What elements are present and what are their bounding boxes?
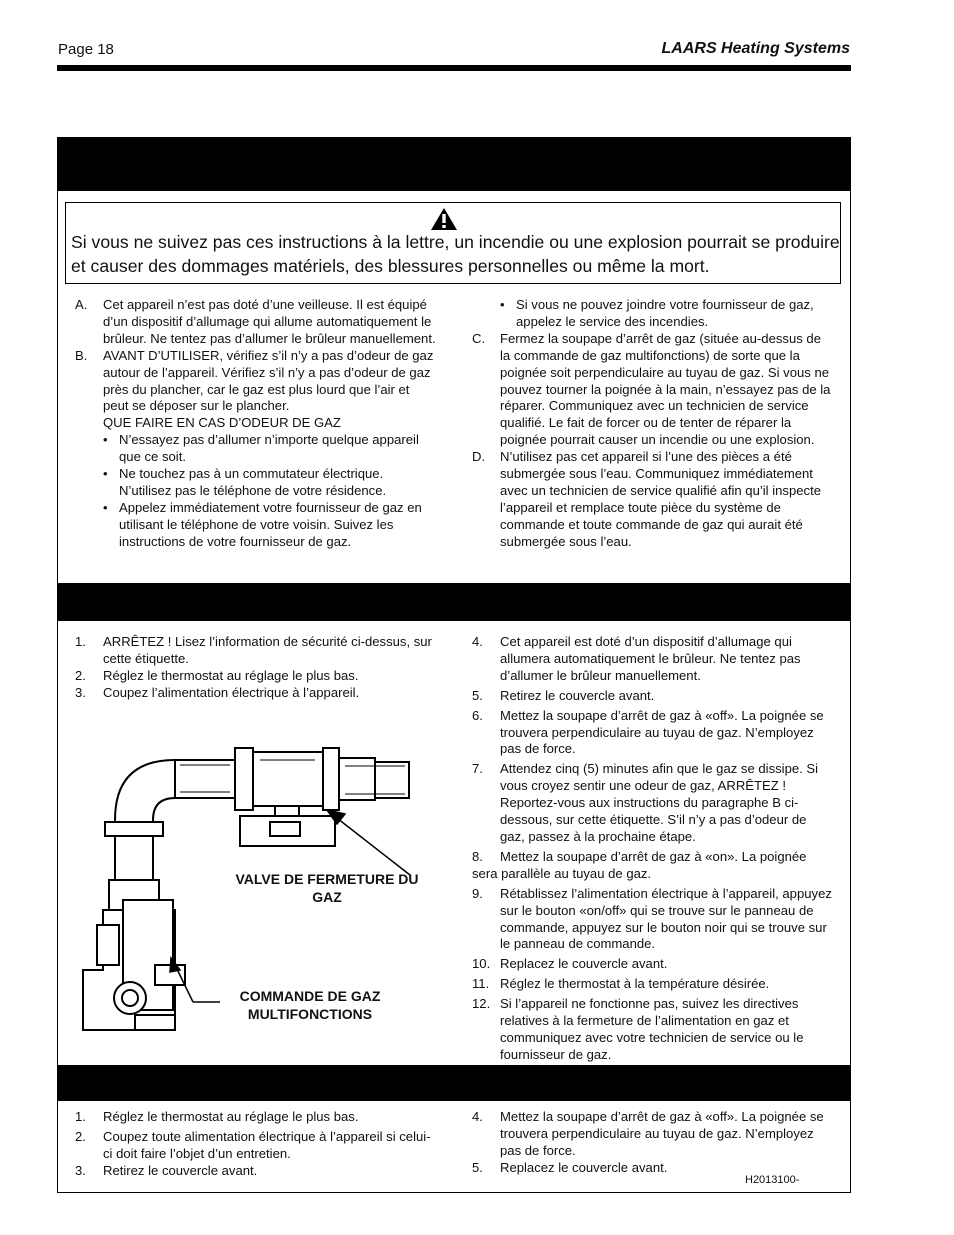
section-bar-shutdown xyxy=(57,1065,851,1101)
page-number: Page 18 xyxy=(58,41,114,58)
item-marker: 10. xyxy=(472,956,491,972)
item-marker: C. xyxy=(472,330,486,346)
item-text: Mettez la soupape d’arrêt de gaz à «off». La poignée se trouvera perpendiculaire au tuyau de gaz. N’employez pas de force. xyxy=(500,707,824,757)
list-item xyxy=(75,668,437,685)
item-marker: 11. xyxy=(472,976,490,992)
brand-title: LAARS Heating Systems xyxy=(661,40,850,57)
item-text: QUE FAIRE EN CAS D’ODEUR DE GAZ xyxy=(103,415,341,431)
figure-label-shutoff-valve: VALVE DE FERMETURE DU GAZ xyxy=(235,871,419,905)
item-marker: 3. xyxy=(75,1162,86,1178)
item-text: Retirez le couvercle avant. xyxy=(500,687,655,703)
list-item xyxy=(75,1109,437,1126)
item-marker: 5. xyxy=(472,687,483,703)
item-marker: 8. xyxy=(472,848,483,864)
item-marker: 5. xyxy=(472,1159,483,1175)
list-item xyxy=(472,996,834,1064)
safety-right-column xyxy=(472,297,834,551)
list-item xyxy=(472,1109,834,1160)
list-item xyxy=(75,466,437,500)
list-item xyxy=(75,634,437,668)
item-marker: 1. xyxy=(75,1109,86,1124)
item-marker: 2. xyxy=(75,1128,86,1144)
item-text: Réglez le thermostat au réglage le plus bas. xyxy=(103,1109,359,1124)
list-item xyxy=(472,449,834,550)
operating-right-column xyxy=(472,634,834,1067)
warning-box xyxy=(65,202,841,284)
item-marker: 4. xyxy=(472,1109,483,1124)
shutdown-left-column xyxy=(75,1109,437,1180)
item-marker: A. xyxy=(75,297,88,312)
item-text: Cet appareil n’est pas doté d’une veilleuse. Il est équipé d’un dispositif d’allumage qui allume automatiquement le brûleur. Ne tentez pas d’allumer le brûleur manuellement. xyxy=(103,297,436,346)
item-text: Réglez le thermostat au réglage le plus bas. xyxy=(103,667,359,683)
section-bar-safety xyxy=(57,137,851,191)
item-text: Replacez le couvercle avant. xyxy=(500,956,668,972)
list-item xyxy=(472,956,834,973)
item-text: Rétablissez l’alimentation électrique à l’appareil, appuyez sur le bouton «on/off» qui se trouve sur le panneau de commande, appuyez sur le bouton noir qui se trouve sur le panneau de commande. xyxy=(500,885,832,952)
item-text: Si l’appareil ne fonctionne pas, suivez les directives relatives à la fermeture de l’alimentation en gaz et communiquez avec votre technicien de service ou le fournisseur de gaz. xyxy=(500,996,804,1062)
item-text: N’utilisez pas cet appareil si l’une des pièces a été submergée sous l’eau. Communiquez immédiatement avec un technicien de service qualifié afin qu’il inspecte l’appareil et remplace toute pièce du système de commande et toute commande de gaz qui aurait été submergée sous l’eau. xyxy=(500,449,821,549)
item-marker: B. xyxy=(75,347,88,363)
item-text: Si vous ne pouvez joindre votre fournisseur de gaz, appelez le service des incendies. xyxy=(516,297,814,329)
item-text: Ne touchez pas à un commutateur électrique. N’utilisez pas le téléphone de votre résidence. xyxy=(119,466,387,498)
list-item xyxy=(75,500,437,551)
list-item xyxy=(75,685,437,702)
item-text: Attendez cinq (5) minutes afin que le gaz se dissipe. Si vous croyez sentir une odeur de gaz, ARRÊTEZ ! Reportez-vous aux instructions du paragraphe B ci-dessous, sur cette étiquette. S’il n’y a pas d’odeur de gaz, passez à la prochaine étape. xyxy=(500,761,819,844)
list-item xyxy=(472,634,834,685)
item-text: Réglez le thermostat à la température désirée. xyxy=(500,976,770,992)
item-text: Fermez la soupape d’arrêt de gaz (située au-dessus de la commande de gaz multifonctions) de sorte que la poignée soit perpendiculaire au tuyau de gaz. Si vous ne pouvez tourner la poignée à la main, n’essayez pas de la réparer. Communiquez avec un technicien de service qualifié. Le fait de forcer ou de tenter de réparer la poignée pourrait causer un incendie ou une explosion. xyxy=(500,330,831,448)
document-code: H2013100- xyxy=(745,1174,800,1186)
item-text: Cet appareil est doté d’un dispositif d’allumage qui allumera automatiquement le brûleur. Ne tentez pas d’allumer le brûleur manuellement. xyxy=(500,634,801,683)
figure-label-gas-control: COMMANDE DE GAZ MULTIFONCTIONS xyxy=(239,988,381,1022)
warning-text: Si vous ne suivez pas ces instructions à la lettre, un incendie ou une explosion pourrait se produire et causer des dommages matériels, des blessures personnelles ou même la mort. xyxy=(71,232,840,276)
item-marker: 4. xyxy=(472,634,483,649)
item-text: Replacez le couvercle avant. xyxy=(500,1159,668,1175)
list-item xyxy=(472,976,834,993)
bullet-marker: • xyxy=(103,499,108,515)
list-item xyxy=(472,849,834,883)
shutdown-right-column xyxy=(472,1109,834,1177)
header-rule xyxy=(57,65,851,71)
list-item xyxy=(472,331,834,449)
safety-left-column xyxy=(75,297,437,551)
item-marker: 2. xyxy=(75,667,86,683)
list-item xyxy=(75,432,437,466)
list-item xyxy=(472,886,834,954)
item-marker: 6. xyxy=(472,707,483,723)
item-text: Retirez le couvercle avant. xyxy=(103,1162,258,1178)
bullet-marker: • xyxy=(103,432,108,448)
item-marker: 12. xyxy=(472,996,491,1012)
item-marker: 1. xyxy=(75,634,86,649)
list-item xyxy=(472,688,834,705)
bullet-marker: • xyxy=(103,466,108,482)
section-bar-operating xyxy=(57,583,851,621)
item-text: Mettez la soupape d’arrêt de gaz à «off». La poignée se trouvera perpendiculaire au tuyau de gaz. N’employez pas de force. xyxy=(500,1109,824,1158)
item-text: AVANT D’UTILISER, vérifiez s’il n’y a pas d’odeur de gaz autour de l’appareil. Vérifiez s’il n’y a pas d’odeur de gaz près du plancher, car le gaz est plus lourd que l’air et peut se déposer sur le plancher. xyxy=(103,347,434,414)
item-marker: 7. xyxy=(472,761,483,777)
list-item xyxy=(75,1163,437,1180)
list-item xyxy=(75,415,437,432)
bullet-marker: • xyxy=(500,297,505,312)
list-item xyxy=(75,348,437,416)
list-item xyxy=(75,1129,437,1163)
operating-left-column xyxy=(75,634,437,702)
item-text: ARRÊTEZ ! Lisez l’information de sécurité ci-dessus, sur cette étiquette. xyxy=(103,634,432,666)
item-text: N’essayez pas d’allumer n’importe quelque appareil que ce soit. xyxy=(119,432,419,465)
item-text: Coupez l’alimentation électrique à l’appareil. xyxy=(103,684,360,700)
item-text: Appelez immédiatement votre fournisseur de gaz en utilisant le téléphone de votre voisin. Suivez les instructions de votre fournisseur de gaz. xyxy=(119,499,422,549)
list-item xyxy=(472,297,834,331)
item-text: Mettez la soupape d’arrêt de gaz à «on». La poignée sera parallèle au tuyau de gaz. xyxy=(472,848,807,881)
list-item xyxy=(75,297,437,348)
list-item xyxy=(472,708,834,759)
item-marker: D. xyxy=(472,449,486,465)
item-text: Coupez toute alimentation électrique à l’appareil si celui-ci doit faire l’objet d’un entretien. xyxy=(103,1128,431,1161)
item-marker: 3. xyxy=(75,684,86,700)
list-item xyxy=(472,761,834,846)
item-marker: 9. xyxy=(472,885,483,901)
